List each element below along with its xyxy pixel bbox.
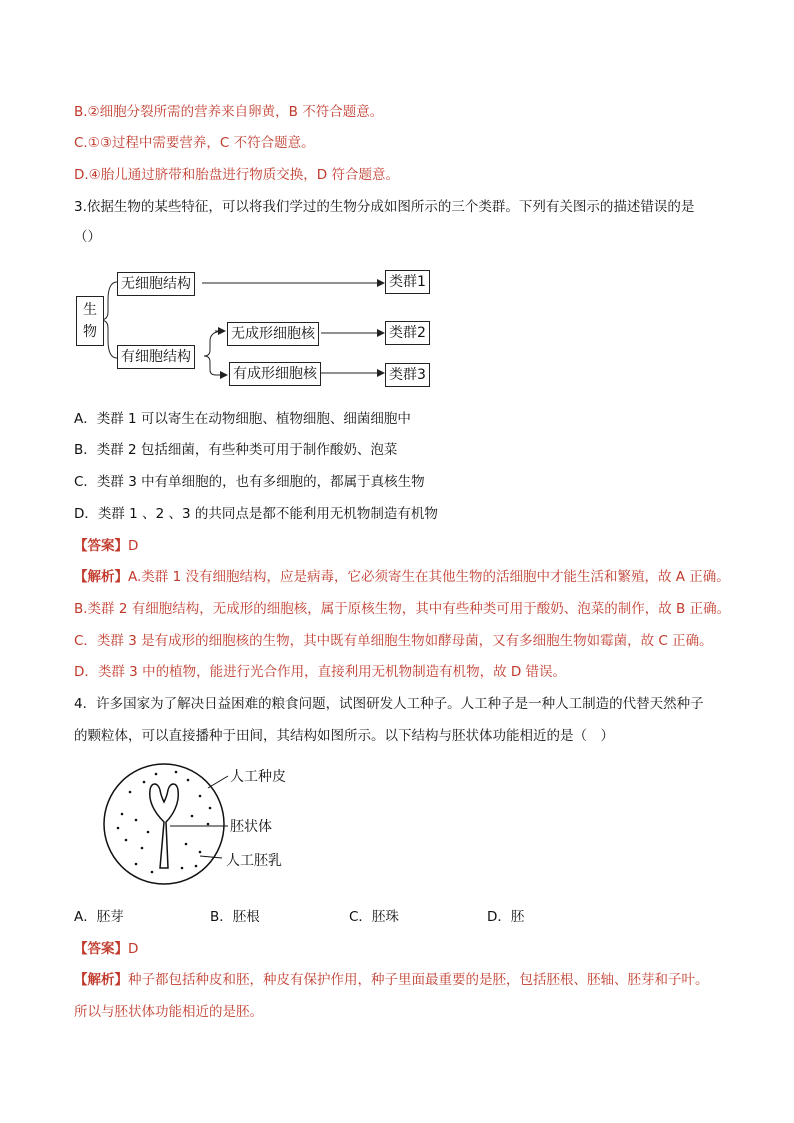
- label-artificial-endosperm: 人工胚乳: [226, 853, 282, 869]
- label-embryoid: 胚状体: [230, 819, 272, 835]
- q4-answer: [74, 939, 138, 959]
- q3-option-d: D．类群 1 、2 、3 的共同点是都不能利用无机物制造有机物: [74, 506, 438, 522]
- answer-value: D: [128, 538, 139, 554]
- node-no-cell-structure: 无细胞结构: [117, 272, 195, 296]
- q3-answer: [74, 536, 138, 556]
- analysis-tag: 【解析】: [74, 569, 128, 585]
- node-group-1: 类群1: [385, 270, 430, 294]
- q4-stem-line1: 4．许多国家为了解决日益困难的粮食问题，试图研发人工种子。人工种子是一种人工制造的代替天然种子: [74, 696, 704, 712]
- answer-value: D: [128, 941, 139, 957]
- q3-stem-line1: 3.依据生物的某些特征，可以将我们学过的生物分成如图所示的三个类群。下列有关图示的描述错误的是: [74, 199, 695, 215]
- q3-analysis-d: D．类群 3 中的植物，能进行光合作用，直接利用无机物制造有机物，故 D 错误。: [74, 664, 567, 680]
- q4-analysis-line2: 所以与胚状体功能相近的是胚。: [74, 1004, 263, 1020]
- node-group-2: 类群2: [385, 321, 430, 345]
- analysis-text: A.类群 1 没有细胞结构，应是病毒，它必须寄生在其他生物的活细胞中才能生活和繁殖，故 A 正确。: [128, 569, 730, 585]
- q4-option-a: A．胚芽: [74, 909, 124, 925]
- node-has-formed-nucleus: 有成形细胞核: [229, 362, 321, 386]
- analysis-text: 种子都包括种皮和胚，种皮有保护作用，种子里面最重要的是胚，包括胚根、胚轴、胚芽和子叶。: [128, 972, 709, 988]
- answer-tag: 【答案】: [74, 538, 128, 554]
- q3-analysis-c: C．类群 3 是有成形的细胞核的生物，其中既有单细胞生物如酵母菌，又有多细胞生物如霉菌，故 C 正确。: [74, 633, 713, 649]
- node-organism: 生物: [76, 296, 104, 346]
- q3-option-a: A．类群 1 可以寄生在动物细胞、植物细胞、细菌细胞中: [74, 411, 411, 427]
- q3-analysis-a: [74, 567, 730, 587]
- q3-option-c: C．类群 3 中有单细胞的，也有多细胞的，都属于真核生物: [74, 474, 425, 490]
- q4-analysis-line1: [74, 970, 709, 990]
- label-artificial-seed-coat: 人工种皮: [230, 769, 286, 785]
- q3-analysis-b: B.类群 2 有细胞结构，无成形的细胞核，属于原核生物，其中有些种类可用于酸奶、泡菜的制作，故 B 正确。: [74, 601, 731, 617]
- q3-stem-line2: （）: [74, 229, 101, 245]
- classification-diagram: [74, 262, 444, 390]
- q3-option-b: B．类群 2 包括细菌，有些种类可用于制作酸奶、泡菜: [74, 442, 398, 458]
- q4-option-c: C．胚珠: [349, 909, 399, 925]
- q4-option-b: B．胚根: [210, 909, 260, 925]
- prev-option-d-explanation: D.④胎儿通过脐带和胎盘进行物质交换，D 符合题意。: [74, 167, 399, 183]
- node-group-3: 类群3: [385, 363, 430, 387]
- answer-tag: 【答案】: [74, 941, 128, 957]
- analysis-tag: 【解析】: [74, 972, 128, 988]
- q4-option-d: D．胚: [487, 909, 525, 925]
- q4-stem-line2: 的颗粒体，可以直接播种于田间，其结构如图所示。以下结构与胚状体功能相近的是（ ）: [74, 728, 614, 744]
- prev-option-b-explanation: B.②细胞分裂所需的营养来自卵黄，B 不符合题意。: [74, 104, 384, 120]
- prev-option-c-explanation: C.①③过程中需要营养，C 不符合题意。: [74, 135, 315, 151]
- node-no-formed-nucleus: 无成形细胞核: [227, 322, 319, 346]
- node-has-cell-structure: 有细胞结构: [117, 345, 195, 369]
- artificial-seed-diagram: [100, 760, 400, 890]
